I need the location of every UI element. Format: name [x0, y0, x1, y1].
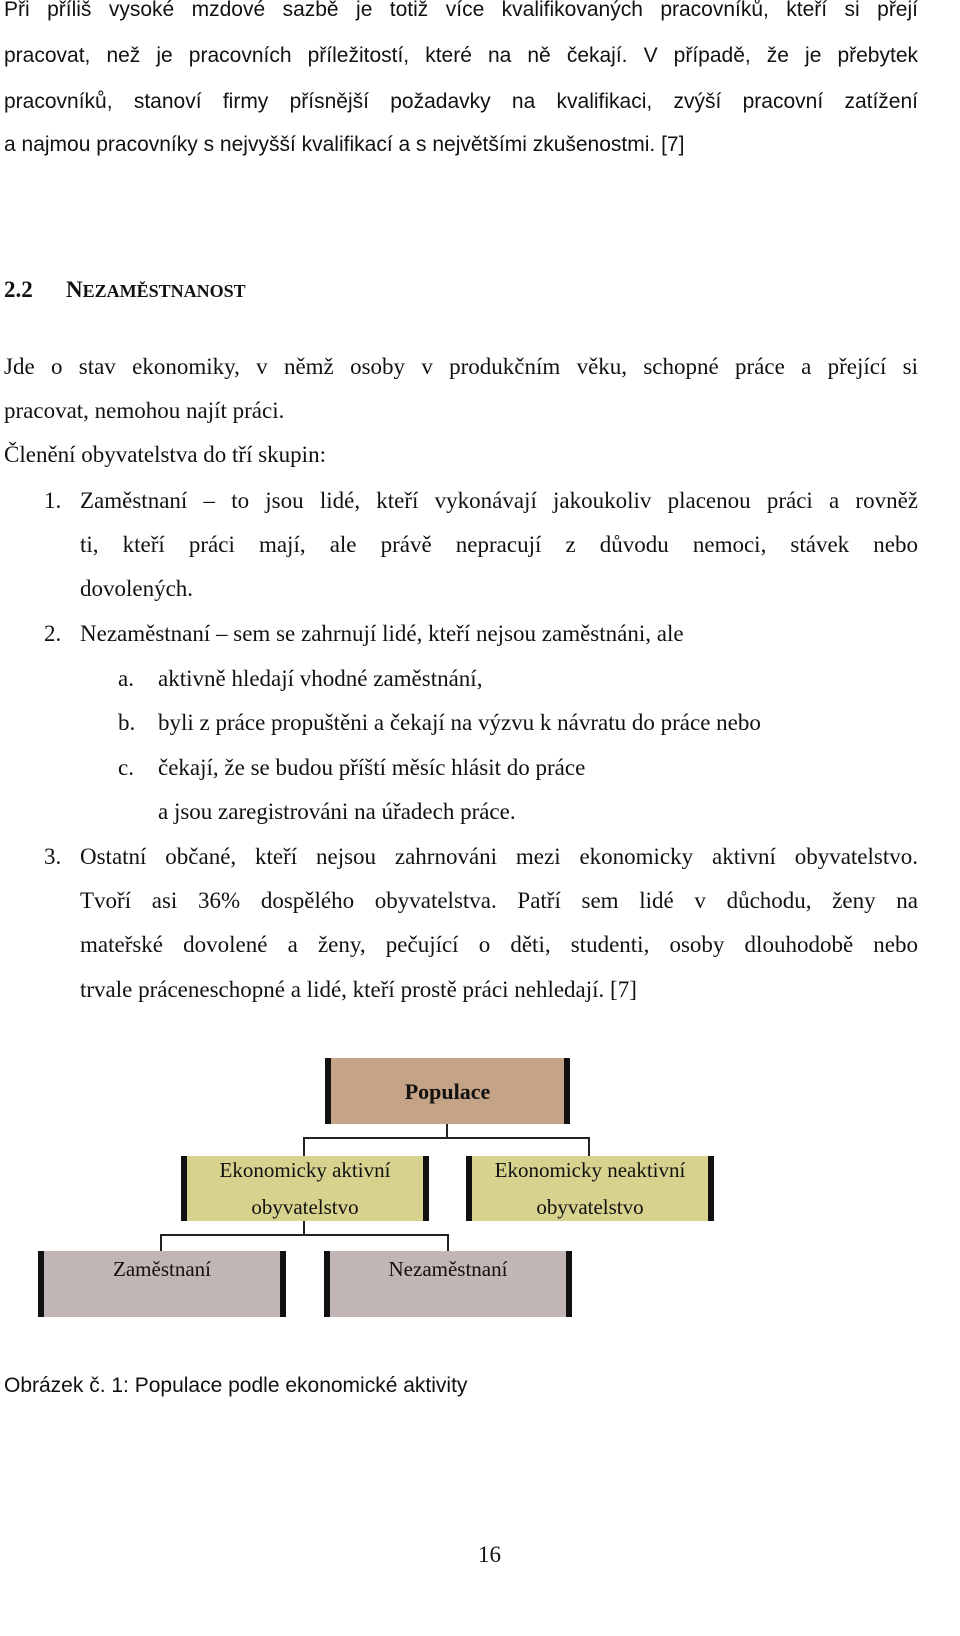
diagram-connector — [446, 1124, 448, 1138]
diagram-node-label: Ekonomicky aktivní — [219, 1157, 391, 1182]
sublist-marker: c. — [118, 755, 134, 780]
diagram-node-label: obyvatelstvo — [251, 1194, 359, 1219]
list-item-line: ti, kteří práci mají, ale právě nepracují z důvodu nemoci, stávek nebo — [80, 532, 918, 557]
diagram-node-label: obyvatelstvo — [536, 1194, 644, 1219]
list-item-line: trvale práceneschopné a lidé, kteří prostě práci nehledají. [7] — [80, 977, 637, 1002]
section-heading — [4, 277, 246, 303]
sublist-item: byli z práce propuštěni a čekají na výzvu k návratu do práce nebo — [158, 710, 761, 735]
list-item-line: Nezaměstnaní – sem se zahrnují lidé, kteří nejsou zaměstnáni, ale — [80, 621, 684, 646]
sublist-item: čekají, že se budou příští měsíc hlásit do práce — [158, 755, 586, 780]
list-item-line: Zaměstnaní – to jsou lidé, kteří vykonávají jakoukoliv placenou práci a rovněž — [80, 488, 918, 513]
diagram-node-employed — [38, 1251, 286, 1317]
list-marker: 1. — [44, 488, 62, 513]
sublist-tail: a jsou zaregistrováni na úřadech práce. — [158, 799, 516, 824]
list-item-line: Tvoří asi 36% dospělého obyvatelstva. Patří sem lidé v důchodu, ženy na — [80, 888, 918, 913]
section-title-initial: N — [66, 277, 83, 302]
intro-line: pracovat, než je pracovních příležitostí, které na ně čekají. V případě, že je přebytek — [4, 44, 918, 67]
diagram-connector — [160, 1234, 449, 1236]
diagram-node-unemployed — [324, 1251, 572, 1317]
diagram-node-population — [325, 1058, 570, 1124]
page-number: 16 — [478, 1542, 501, 1567]
diagram-connector — [447, 1234, 449, 1251]
diagram-node-label: Ekonomicky neaktivní — [494, 1157, 686, 1182]
diagram-node-economically-inactive — [466, 1156, 714, 1221]
list-item-line: Ostatní občané, kteří nejsou zahrnováni mezi ekonomicky aktivní obyvatelstvo. — [80, 844, 918, 869]
division-heading: Členění obyvatelstva do tří skupin: — [4, 442, 326, 467]
diagram-node-label: Populace — [404, 1078, 491, 1104]
definition-line: pracovat, nemohou najít práci. — [4, 398, 285, 423]
list-marker: 3. — [44, 844, 62, 869]
diagram-node-label: Zaměstnaní — [113, 1257, 211, 1281]
definition-line: Jde o stav ekonomiky, v němž osoby v produkčním věku, schopné práce a přející si — [4, 354, 918, 379]
figure-caption: Obrázek č. 1: Populace podle ekonomické aktivity — [4, 1374, 468, 1397]
diagram-connector — [303, 1137, 590, 1139]
intro-line: Při příliš vysoké mzdové sazbě je totiž více kvalifikovaných pracovníků, kteří si přejí — [4, 0, 918, 21]
diagram-node-label: Nezaměstnaní — [388, 1257, 508, 1281]
sublist-item: aktivně hledají vhodné zaměstnání, — [158, 666, 483, 691]
sublist-marker: a. — [118, 666, 134, 691]
diagram-connector — [160, 1234, 162, 1251]
sublist-marker: b. — [118, 710, 136, 735]
list-item-line: mateřské dovolené a ženy, pečující o děti, studenti, osoby dlouhodobě nebo — [80, 932, 918, 957]
section-title-rest: EZAMĚSTNANOST — [82, 281, 246, 301]
section-number: 2.2 — [4, 277, 33, 302]
diagram-node-economically-active — [181, 1156, 429, 1221]
list-marker: 2. — [44, 621, 62, 646]
list-item-line: dovolených. — [80, 576, 194, 601]
intro-line: pracovníků, stanoví firmy přísnější požadavky na kvalifikaci, zvýší pracovní zatížení — [4, 90, 918, 113]
intro-line: a najmou pracovníky s nejvyšší kvalifikací a s největšími zkušenostmi. [7] — [4, 133, 685, 156]
